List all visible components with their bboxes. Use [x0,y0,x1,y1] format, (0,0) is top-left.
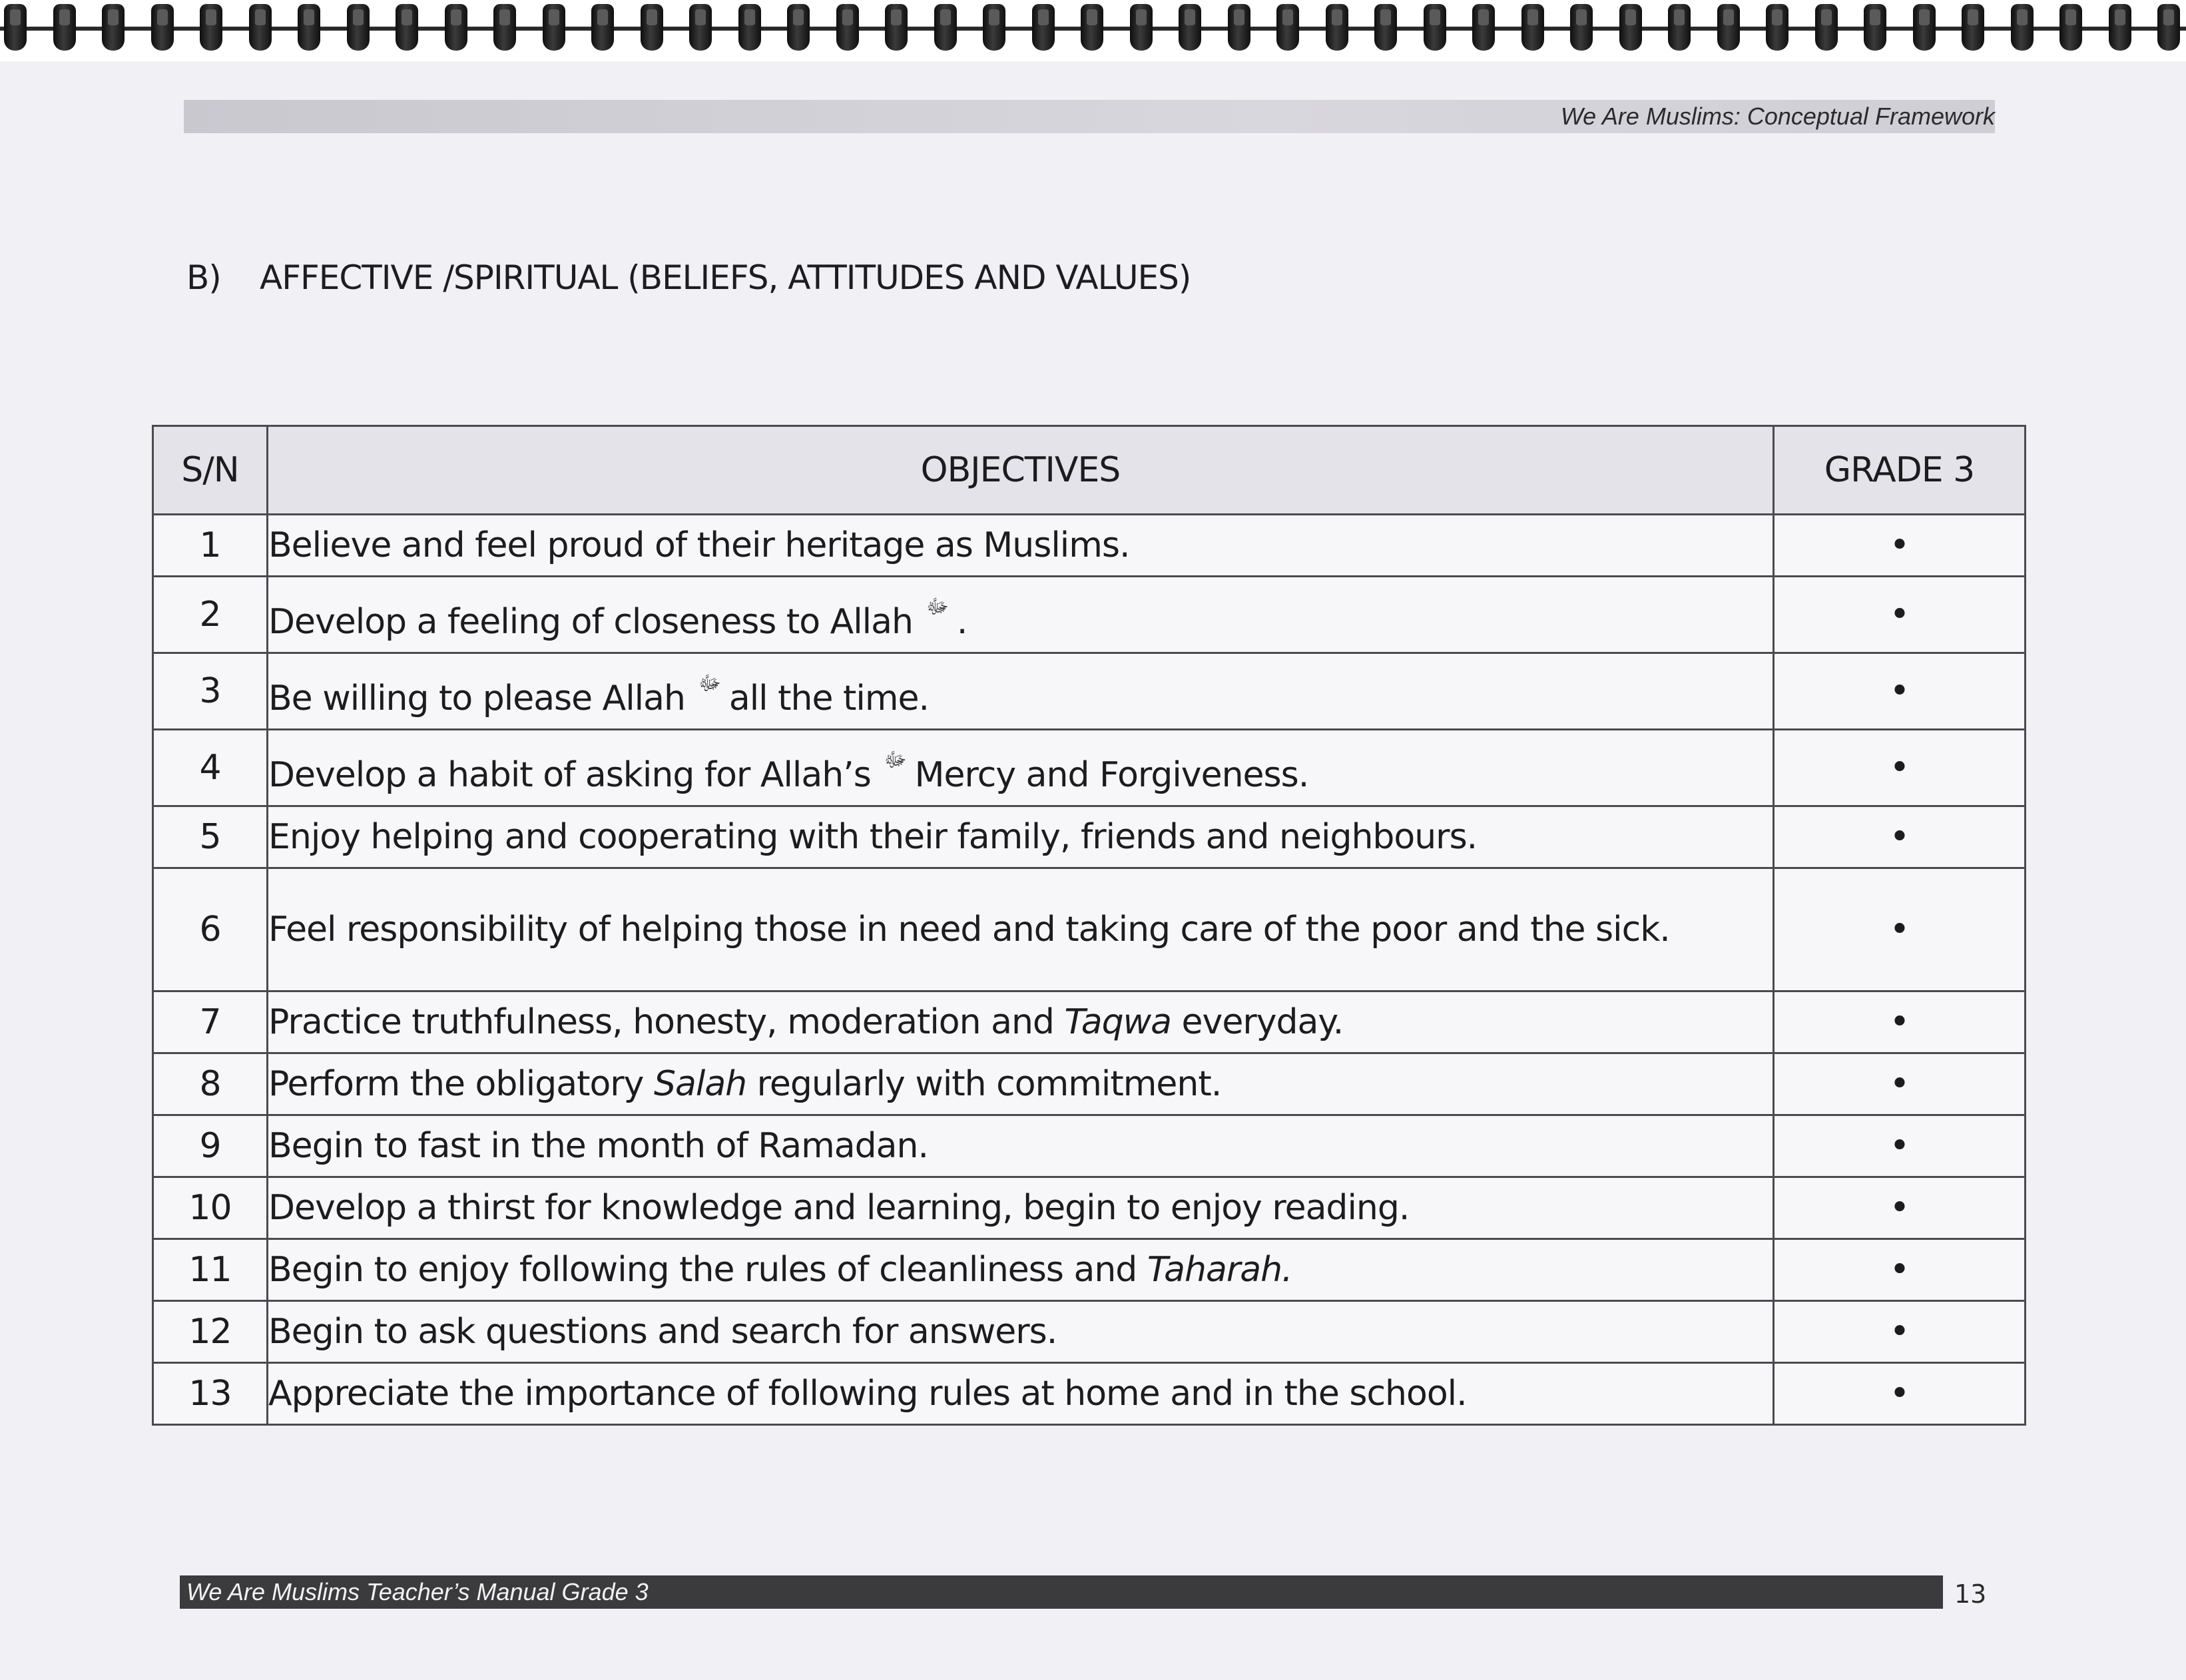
table-row [153,1177,2026,1239]
table-row [153,991,2026,1053]
row-number: 11 [153,1239,268,1301]
binding-ring [1179,4,1201,51]
objective-text: Begin to fast in the month of Ramadan. [268,1115,1774,1177]
objective-text: Develop a thirst for knowledge and learning, begin to enjoy reading. [268,1177,1774,1239]
row-number: 9 [153,1115,268,1177]
binding-ring [2011,4,2034,51]
grade-marker: • [1774,1115,2026,1177]
term-salah: Salah [654,1064,747,1104]
binding-ring [1962,4,1984,51]
binding-ring [983,4,1005,51]
binding-ring [2157,4,2180,51]
row-number: 13 [153,1363,268,1425]
header-title: We Are Muslims: Conceptual Framework [1560,103,1995,130]
binding-ring [53,4,76,51]
binding-ring [1717,4,1740,51]
objective-text: Develop a habit of asking for Allah’s ﷻ Mercy and Forgiveness. [268,730,1774,806]
term-taqwa: Taqwa [1064,1002,1172,1042]
binding-ring [1619,4,1642,51]
grade-marker: • [1774,515,2026,577]
grade-marker: • [1774,1239,2026,1301]
section-heading [186,258,1191,297]
table-row [153,653,2026,730]
table-row [153,1115,2026,1177]
table-row [153,1053,2026,1115]
row-number: 8 [153,1053,268,1115]
table-row [153,806,2026,868]
binding-ring [493,4,516,51]
row-number: 12 [153,1301,268,1363]
running-header [184,100,1995,133]
row-number: 5 [153,806,268,868]
section-label: B) [186,258,221,297]
table-row [153,515,2026,577]
running-footer [180,1575,1943,1609]
objective-text: Feel responsibility of helping those in need and taking care of the poor and the sick. [268,868,1774,991]
objective-text: Perform the obligatory Salah regularly with commitment. [268,1053,1774,1115]
binding-ring [689,4,712,51]
binding-ring [1766,4,1788,51]
table-row [153,730,2026,806]
binding-ring [1228,4,1250,51]
binding-ring [1032,4,1055,51]
binding-ring [1081,4,1103,51]
grade-marker: • [1774,653,2026,730]
binding-ring [885,4,908,51]
objective-text: Enjoy helping and cooperating with their family, friends and neighbours. [268,806,1774,868]
table-header-row [153,426,2026,515]
table-row [153,1363,2026,1425]
binding-ring [445,4,467,51]
binding-ring [1374,4,1397,51]
honorific-icon: ﷻ [926,595,949,619]
row-number: 6 [153,868,268,991]
honorific-icon: ﷻ [884,748,907,772]
row-number: 4 [153,730,268,806]
binding-ring [2109,4,2131,51]
binding-ring [151,4,174,51]
objective-text: Be willing to please Allah ﷻ all the time. [268,653,1774,730]
binding-ring [1864,4,1886,51]
objective-text: Believe and feel proud of their heritage as Muslims. [268,515,1774,577]
grade-marker: • [1774,577,2026,653]
binding-ring [591,4,614,51]
grade-marker: • [1774,1363,2026,1425]
binding-ring [1521,4,1544,51]
binding-ring [298,4,320,51]
binding-ring [1130,4,1153,51]
column-header-grade: GRADE 3 [1774,426,2026,515]
table-row [153,577,2026,653]
binding-ring [1472,4,1495,51]
binding-ring [787,4,810,51]
grade-marker: • [1774,806,2026,868]
binding-ring [738,4,761,51]
grade-marker: • [1774,1301,2026,1363]
binding-ring [2059,4,2082,51]
binding-ring [1913,4,1936,51]
binding-ring [1815,4,1838,51]
row-number: 2 [153,577,268,653]
binding-ring [1326,4,1348,51]
binding-ring [641,4,663,51]
objective-text: Appreciate the importance of following rules at home and in the school. [268,1363,1774,1425]
binding-ring [4,4,27,51]
binding-ring [249,4,272,51]
objective-text: Begin to ask questions and search for answers. [268,1301,1774,1363]
binding-ring [934,4,957,51]
row-number: 3 [153,653,268,730]
table-row [153,1239,2026,1301]
column-header-sn: S/N [153,426,268,515]
binding-ring [102,4,125,51]
row-number: 10 [153,1177,268,1239]
table-row [153,868,2026,991]
grade-marker: • [1774,1177,2026,1239]
term-taharah: Taharah. [1147,1250,1292,1290]
objective-text: Develop a feeling of closeness to Allah ﷻ . [268,577,1774,653]
binding-ring [1424,4,1446,51]
grade-marker: • [1774,730,2026,806]
section-title: AFFECTIVE /SPIRITUAL (BELIEFS, ATTITUDES AND VALUES) [260,258,1191,297]
binding-ring [1276,4,1299,51]
honorific-icon: ﷻ [698,672,721,695]
grade-marker: • [1774,991,2026,1053]
binding-ring [836,4,859,51]
binding-ring [396,4,418,51]
footer-title: We Are Muslims Teacher’s Manual Grade 3 [186,1578,649,1605]
binding-ring [1668,4,1691,51]
page-number: 13 [1954,1579,1987,1609]
row-number: 7 [153,991,268,1053]
row-number: 1 [153,515,268,577]
binding-ring [1570,4,1593,51]
objectives-table [152,425,2026,1426]
column-header-objectives: OBJECTIVES [268,426,1774,515]
objective-text: Practice truthfulness, honesty, moderation and Taqwa everyday. [268,991,1774,1053]
objective-text: Begin to enjoy following the rules of cleanliness and Taharah. [268,1239,1774,1301]
spiral-binding [0,0,2186,61]
binding-ring [543,4,565,51]
binding-ring [347,4,370,51]
grade-marker: • [1774,1053,2026,1115]
table-row [153,1301,2026,1363]
grade-marker: • [1774,868,2026,991]
binding-ring [200,4,222,51]
